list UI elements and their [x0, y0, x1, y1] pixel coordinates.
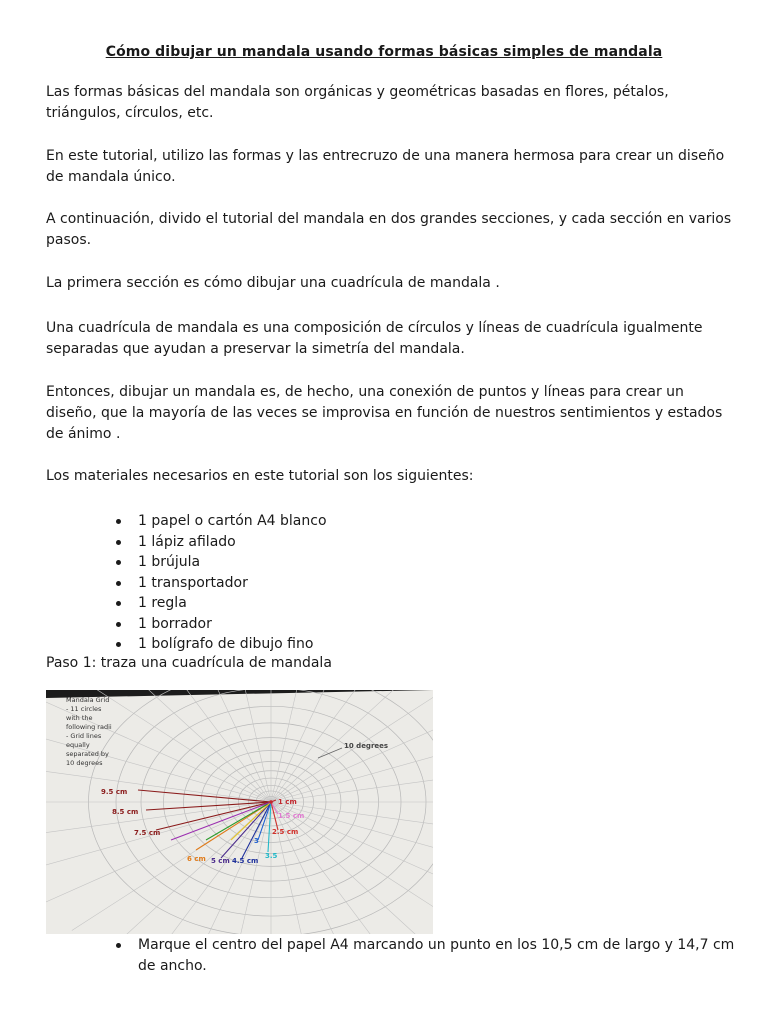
- radius-label-1-5: 1.5 cm: [278, 812, 305, 820]
- radius-label-6-5: 6 cm: [187, 855, 206, 863]
- radius-label-4-5: 4.5 cm: [232, 857, 259, 865]
- radius-label-9-5: 9.5 cm: [101, 788, 128, 796]
- radius-label-2-5: 2.5 cm: [272, 828, 299, 836]
- note-line: - 11 circles: [66, 705, 102, 713]
- materials-list: [94, 511, 327, 655]
- radius-label-3: 3: [254, 837, 259, 845]
- note-line: equally: [66, 741, 90, 749]
- note-line: Mandala Grid: [66, 696, 110, 704]
- paragraph-connection: Entonces, dibujar un mandala es, de hecho, una conexión de puntos y líneas para crear un diseño, que la mayoría de las veces se improvisa en función de nuestros sentimientos y estados de ánimo .: [46, 384, 723, 442]
- paragraph-sections: A continuación, divido el tutorial del mandala en dos grandes secciones, y cada sección en varios pasos.: [46, 211, 732, 248]
- list-item: 1 borrador: [94, 614, 327, 635]
- note-line: following radii: [66, 723, 112, 731]
- list-item: 1 transportador: [94, 573, 327, 594]
- document-title: Cómo dibujar un mandala usando formas básicas simples de mandala: [105, 44, 663, 60]
- paragraph-grid-definition: Una cuadrícula de mandala es una composición de círculos y líneas de cuadrícula igualmente separadas que ayudan a preservar la simetría del mandala.: [46, 320, 703, 357]
- list-item: 1 lápiz afilado: [94, 532, 327, 553]
- radius-label-3-5: 3.5: [265, 852, 278, 860]
- paragraph-materials-intro: Los materiales necesarios en este tutorial son los siguientes:: [46, 468, 474, 484]
- radius-label-5-5: 5 cm: [211, 857, 230, 865]
- radius-label-8-5: 8.5 cm: [112, 808, 139, 816]
- paragraph-tutorial: En este tutorial, utilizo las formas y las entrecruzo de una manera hermosa para crear un diseño de mandala único.: [46, 148, 725, 185]
- note-line: separated by: [66, 750, 109, 758]
- note-line: with the: [66, 714, 93, 722]
- center-point: [269, 800, 273, 804]
- paragraph-first-section: La primera sección es cómo dibujar una cuadrícula de mandala .: [46, 275, 500, 291]
- note-line: - Grid lines: [66, 732, 102, 740]
- list-item: 1 regla: [94, 593, 327, 614]
- list-item: 1 papel o cartón A4 blanco: [94, 511, 327, 532]
- list-item: 1 bolígrafo de dibujo fino: [94, 634, 327, 655]
- degrees-label: 10 degrees: [344, 742, 389, 750]
- radius-label-1: 1 cm: [278, 798, 297, 806]
- step1-instruction: Marque el centro del papel A4 marcando un punto en los 10,5 cm de largo y 14,7 cm de ancho.: [116, 935, 738, 977]
- paragraph-intro: Las formas básicas del mandala son orgánicas y geométricas basadas en flores, pétalos, triángulos, círculos, etc.: [46, 84, 669, 121]
- note-line: 10 degrees: [66, 759, 103, 767]
- radius-label-7-5: 7.5 cm: [134, 829, 161, 837]
- mandala-grid-photo: [46, 690, 433, 934]
- mandala-grid-image: [46, 690, 433, 934]
- list-item: 1 brújula: [94, 552, 327, 573]
- step1-heading: Paso 1: traza una cuadrícula de mandala: [46, 655, 332, 671]
